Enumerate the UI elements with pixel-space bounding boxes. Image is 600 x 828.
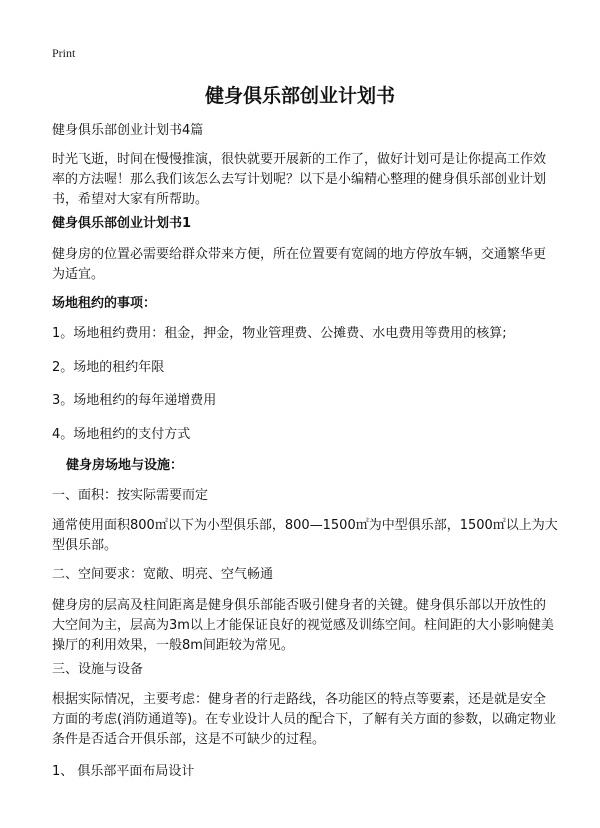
list-item: 3。场地租约的每年递增费用 xyxy=(52,393,217,408)
space-paragraph: 健身房的层高及柱间距离是健身俱乐部能否吸引健身者的关键。健身俱乐部以开放性的大空间为主，层高为3m以上才能保证良好的视觉感及训练空间。柱间距的大小影响健美操厅的利用效果，一般8m间距较为常见。 xyxy=(52,598,554,653)
intro-paragraph: 时光飞逝，时间在慢慢推演，很快就要开展新的工作了，做好计划可是让你提高工作效率的方法喔！那么我们该怎么去写计划呢？以下是小编精心整理的健身俱乐部创业计划书，希望对大家有所帮助。 xyxy=(52,152,547,207)
rent-heading: 场地租约的事项： xyxy=(52,296,157,311)
list-item: 1。场地租约费用：租金，押金，物业管理费、公摊费、水电费用等费用的核算; xyxy=(52,326,507,341)
area-heading: 一、面积：按实际需要而定 xyxy=(52,488,209,503)
section-heading: 健身俱乐部创业计划书1 xyxy=(52,216,192,231)
layout-heading: 1、 俱乐部平面布局设计 xyxy=(52,764,195,779)
subtitle: 健身俱乐部创业计划书4篇 xyxy=(52,123,204,138)
list-item: 2。场地的租约年限 xyxy=(52,360,165,375)
location-paragraph: 健身房的位置必需要给群众带来方便，所在位置要有宽阔的地方停放车辆，交通繁华更为适宜。 xyxy=(52,247,547,282)
facility-heading: 健身房场地与设施： xyxy=(66,458,184,473)
equip-heading: 三、设施与设备 xyxy=(52,662,144,677)
print-label[interactable]: Print xyxy=(52,46,76,60)
area-paragraph: 通常使用面积800㎡以下为小型俱乐部，800—1500㎡为中型俱乐部，1500㎡以上为大型俱乐部。 xyxy=(52,518,558,553)
list-item: 4。场地租约的支付方式 xyxy=(52,427,191,442)
page-title: 健身俱乐部创业计划书 xyxy=(204,85,395,107)
space-heading: 二、空间要求：宽敞、明亮、空气畅通 xyxy=(52,567,274,582)
equip-paragraph: 根据实际情况，主要考虑：健身者的行走路线，各功能区的特点等要素，还是就是安全方面的考虑(消防通道等)。在专业设计人员的配合下，了解有关方面的参数，以确定物业条件是否适合开俱乐部，这是不可缺少的过程。 xyxy=(52,692,557,747)
